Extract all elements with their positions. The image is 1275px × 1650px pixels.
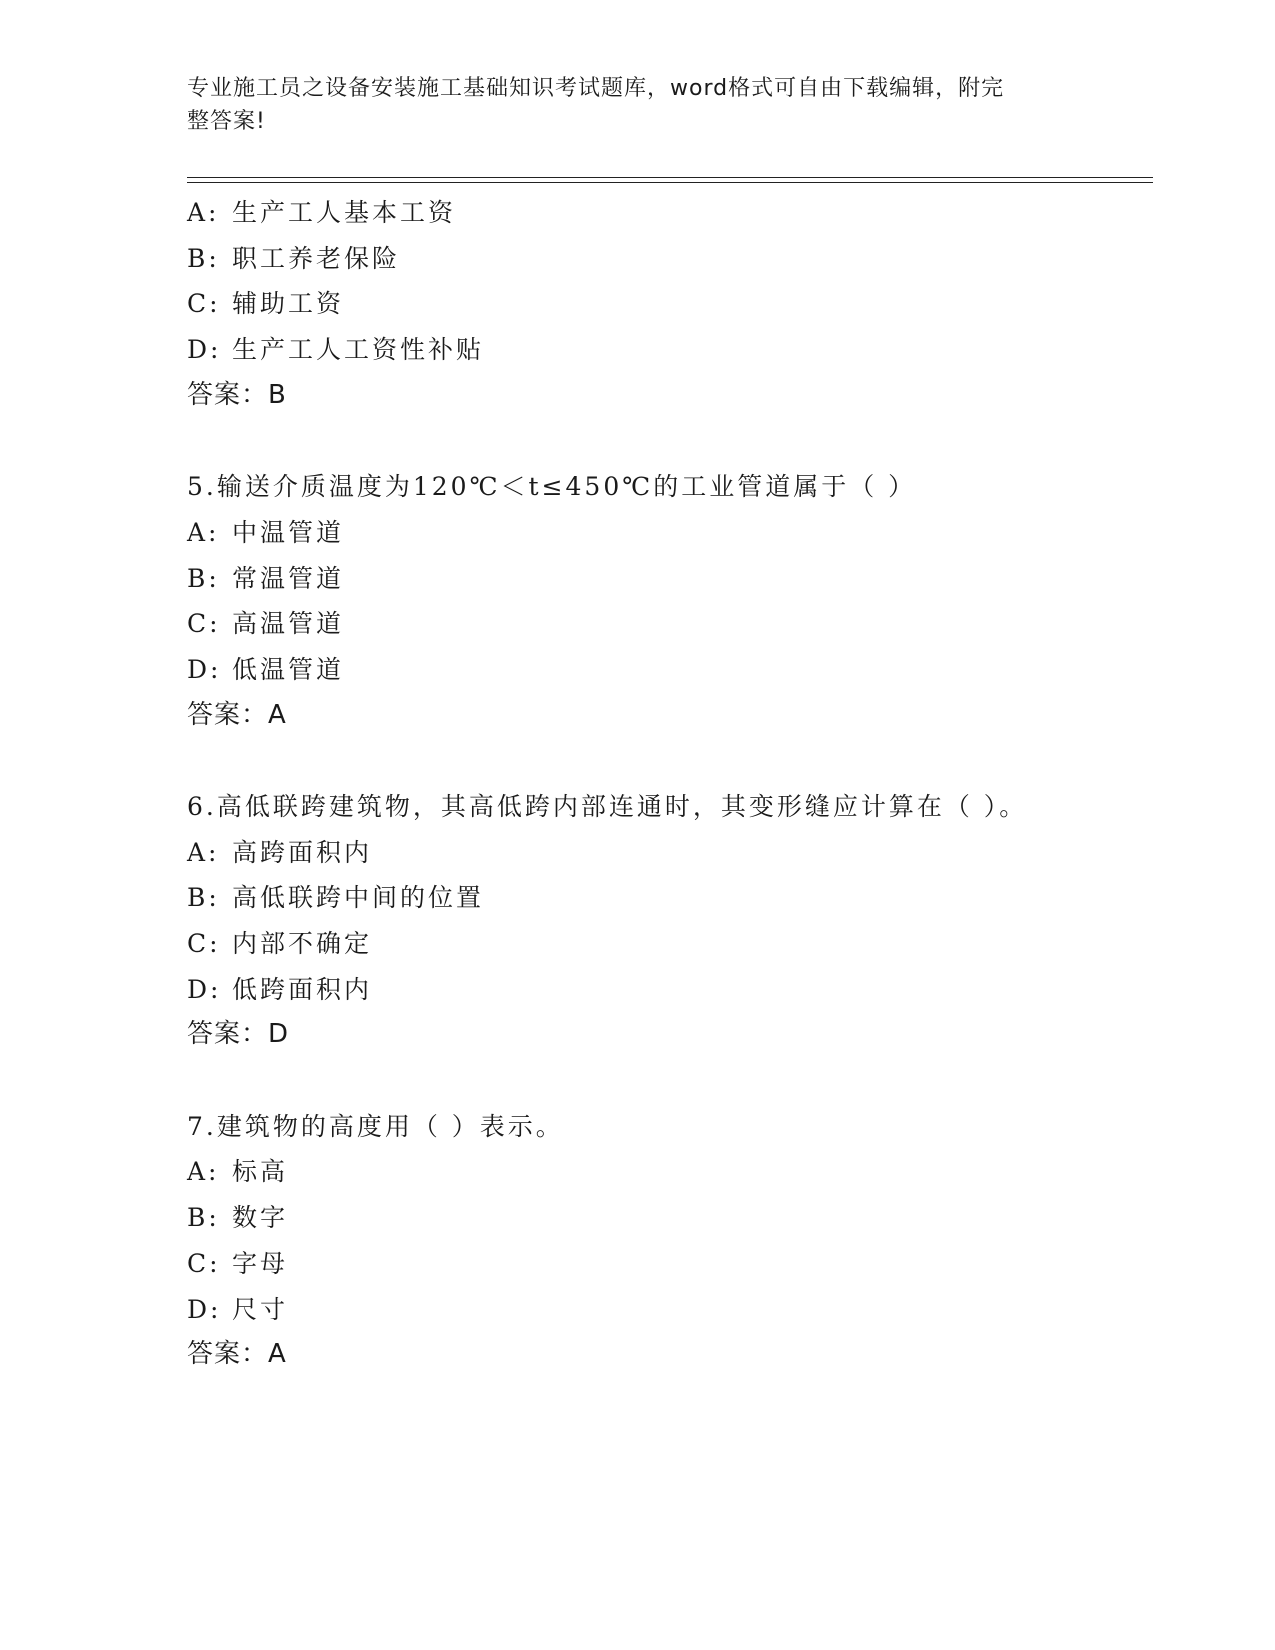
option-a bbox=[187, 190, 1153, 236]
option-b bbox=[187, 875, 1153, 921]
answer-text: 答案：D bbox=[187, 1019, 290, 1050]
question-block-5 bbox=[187, 464, 1153, 738]
option-letter: B: bbox=[187, 1203, 220, 1233]
document-header bbox=[187, 72, 1067, 138]
question-list bbox=[187, 190, 1153, 1378]
answer-text: 答案：A bbox=[187, 699, 287, 730]
option-text: 低跨面积内 bbox=[232, 974, 373, 1004]
option-letter: D: bbox=[187, 1294, 222, 1324]
option-c bbox=[187, 601, 1153, 647]
option-text: 高温管道 bbox=[232, 609, 345, 639]
spacer bbox=[187, 1058, 1153, 1104]
option-b bbox=[187, 1195, 1153, 1241]
header-line-2: 整答案! bbox=[187, 109, 266, 134]
option-text: 字母 bbox=[232, 1248, 289, 1278]
answer-text: 答案：B bbox=[187, 379, 287, 410]
option-a bbox=[187, 510, 1153, 556]
header-divider-top bbox=[187, 177, 1153, 178]
option-b bbox=[187, 556, 1153, 602]
option-text: 中温管道 bbox=[232, 517, 345, 547]
option-c bbox=[187, 921, 1153, 967]
option-text: 低温管道 bbox=[232, 654, 345, 684]
option-letter: C: bbox=[187, 609, 221, 639]
spacer bbox=[187, 418, 1153, 464]
option-text: 生产工人工资性补贴 bbox=[232, 335, 485, 365]
option-text: 职工养老保险 bbox=[232, 243, 401, 273]
question-text: 7.建筑物的高度用（ ）表示。 bbox=[187, 1111, 564, 1141]
option-text: 数字 bbox=[232, 1203, 289, 1233]
option-text: 生产工人基本工资 bbox=[232, 198, 457, 227]
option-text: 内部不确定 bbox=[232, 929, 373, 958]
option-text: 辅助工资 bbox=[232, 289, 345, 319]
option-letter: C: bbox=[187, 289, 221, 319]
question-block-6 bbox=[187, 784, 1153, 1058]
option-c bbox=[187, 1241, 1153, 1287]
option-letter: C: bbox=[187, 929, 221, 958]
option-letter: A: bbox=[187, 837, 220, 867]
option-letter: C: bbox=[187, 1248, 221, 1278]
header-divider-bottom bbox=[187, 182, 1153, 183]
option-letter: D: bbox=[187, 654, 222, 684]
option-text: 高低联跨中间的位置 bbox=[232, 883, 485, 913]
question-text: 6.高低联跨建筑物，其高低跨内部连通时，其变形缝应计算在（ ）。 bbox=[187, 791, 1028, 821]
question-text: 5.输送介质温度为120℃＜t≤450℃的工业管道属于（ ） bbox=[187, 472, 917, 502]
option-letter: A: bbox=[187, 198, 220, 227]
option-letter: A: bbox=[187, 517, 220, 547]
option-text: 尺寸 bbox=[232, 1294, 289, 1324]
option-letter: D: bbox=[187, 974, 222, 1004]
option-letter: A: bbox=[187, 1157, 220, 1187]
option-c bbox=[187, 281, 1153, 327]
option-letter: B: bbox=[187, 243, 220, 273]
option-letter: B: bbox=[187, 563, 220, 593]
option-letter: D: bbox=[187, 335, 222, 365]
header-line-1: 专业施工员之设备安装施工基础知识考试题库，word格式可自由下载编辑，附完 bbox=[187, 76, 1005, 101]
spacer bbox=[187, 738, 1153, 784]
option-letter: B: bbox=[187, 883, 220, 913]
option-d bbox=[187, 327, 1153, 373]
option-d bbox=[187, 647, 1153, 693]
option-text: 常温管道 bbox=[232, 563, 345, 593]
option-a bbox=[187, 830, 1153, 876]
option-d bbox=[187, 1287, 1153, 1333]
option-text: 高跨面积内 bbox=[232, 837, 373, 867]
question-block-4 bbox=[187, 190, 1153, 418]
option-a bbox=[187, 1149, 1153, 1195]
answer-text: 答案：A bbox=[187, 1339, 287, 1370]
option-text: 标高 bbox=[232, 1157, 289, 1187]
option-b bbox=[187, 236, 1153, 282]
option-d bbox=[187, 967, 1153, 1013]
question-block-7 bbox=[187, 1104, 1153, 1378]
